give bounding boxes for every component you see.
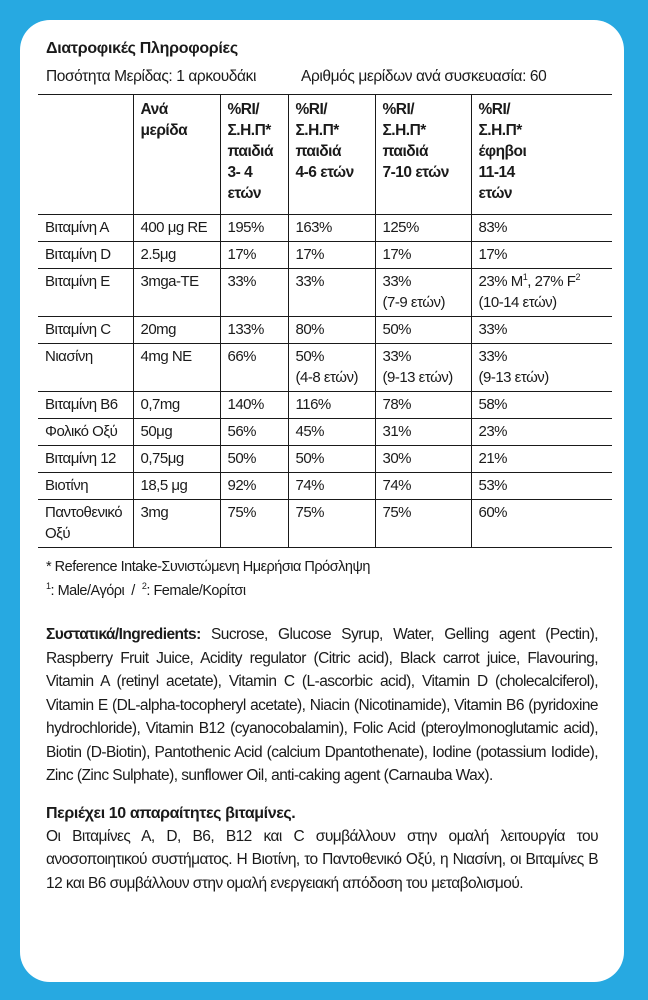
table-row	[38, 419, 612, 446]
value-cell: 3mga-TE	[133, 269, 220, 317]
value-cell: 45%	[288, 419, 375, 446]
value-cell: 21%	[471, 446, 612, 473]
value-cell: 75%	[220, 500, 288, 548]
value-cell: 2.5μg	[133, 242, 220, 269]
value-cell: 18,5 μg	[133, 473, 220, 500]
nutrient-name-cell: Βιταμίνη Β6	[38, 392, 133, 419]
nutrient-name-cell: Βιταμίνη Ε	[38, 269, 133, 317]
table-row	[38, 473, 612, 500]
table-row	[38, 344, 612, 392]
value-cell: 31%	[375, 419, 471, 446]
value-cell: 53%	[471, 473, 612, 500]
value-cell: 66%	[220, 344, 288, 392]
table-row	[38, 242, 612, 269]
value-cell: 50%	[220, 446, 288, 473]
nutrient-name-cell: Βιταμίνη 12	[38, 446, 133, 473]
value-cell: 195%	[220, 215, 288, 242]
value-cell: 3mg	[133, 500, 220, 548]
value-cell: 33%	[288, 269, 375, 317]
value-cell: 30%	[375, 446, 471, 473]
value-cell: 75%	[288, 500, 375, 548]
table-row	[38, 215, 612, 242]
header-cell: %RI/ Σ.Η.Π* παιδιά 4-6 ετών	[288, 95, 375, 215]
value-cell: 92%	[220, 473, 288, 500]
value-cell: 17%	[288, 242, 375, 269]
label-title: Διατροφικές Πληροφορίες	[46, 40, 238, 57]
value-cell: 116%	[288, 392, 375, 419]
value-cell: 163%	[288, 215, 375, 242]
value-cell: 33%	[220, 269, 288, 317]
value-cell: 23%	[471, 419, 612, 446]
value-cell: 75%	[375, 500, 471, 548]
table-row	[38, 446, 612, 473]
nutrient-name-cell: Βιταμίνη Α	[38, 215, 133, 242]
value-cell: 125%	[375, 215, 471, 242]
value-cell: 50% (4-8 ετών)	[288, 344, 375, 392]
nutrient-name-cell: Φολικό Οξύ	[38, 419, 133, 446]
value-cell: 17%	[220, 242, 288, 269]
value-cell: 0,75μg	[133, 446, 220, 473]
table-row	[38, 500, 612, 548]
value-cell: 33% (9-13 ετών)	[375, 344, 471, 392]
value-cell: 33%	[471, 317, 612, 344]
nutrition-table	[38, 94, 612, 548]
value-cell: 20mg	[133, 317, 220, 344]
value-cell: 80%	[288, 317, 375, 344]
header-cell: %RI/ Σ.Η.Π* παιδιά 7-10 ετών	[375, 95, 471, 215]
gender-footnote: $^1$: Male/Αγόρι / $^2$: Female/Κορίτσι	[46, 581, 246, 599]
table-body	[38, 215, 612, 548]
nutrient-name-cell: Βιταμίνη D	[38, 242, 133, 269]
value-cell: 74%	[375, 473, 471, 500]
serving-info	[46, 68, 598, 86]
value-cell: 400 μg RE	[133, 215, 220, 242]
vitamins-title: Περιέχει 10 απαραίτητες βιταμίνες.	[46, 804, 296, 822]
nutrition-label-panel	[20, 20, 624, 982]
value-cell: 33% (9-13 ετών)	[471, 344, 612, 392]
value-cell: 83%	[471, 215, 612, 242]
value-cell: 0,7mg	[133, 392, 220, 419]
table-row	[38, 392, 612, 419]
header-cell: Ανά μερίδα	[133, 95, 220, 215]
serving-size: Ποσότητα Μερίδας: 1 αρκουδάκι	[46, 68, 256, 85]
value-cell: 78%	[375, 392, 471, 419]
nutrient-name-cell: Βιοτίνη	[38, 473, 133, 500]
header-cell: %RI/ Σ.Η.Π* παιδιά 3- 4 ετών	[220, 95, 288, 215]
value-cell: 33% (7-9 ετών)	[375, 269, 471, 317]
value-cell: 50%	[375, 317, 471, 344]
value-cell: 17%	[471, 242, 612, 269]
value-cell: 50%	[288, 446, 375, 473]
ingredients-section	[46, 623, 598, 788]
value-cell: 74%	[288, 473, 375, 500]
value-cell: 58%	[471, 392, 612, 419]
value-cell: 140%	[220, 392, 288, 419]
servings-per-package: Αριθμός μερίδων ανά συσκευασία: 60	[301, 68, 547, 85]
value-cell: 133%	[220, 317, 288, 344]
header-cell: %RI/ Σ.Η.Π* έφηβοι 11-14 ετών	[471, 95, 612, 215]
vitamins-text: Οι Βιταμίνες Α, D, Β6, Β12 και C συμβάλλουν στην ομαλή λειτουργία του ανοσοποιητικού συστήματος. Η Βιοτίνη, το Παντοθενικό Οξύ, η Νιασίνη, οι Βιταμίνες Β 12 και Β6 συμβάλλουν στην ομαλή ενεργειακή απόδοση του μεταβολισμού.	[46, 827, 598, 892]
ri-footnote: * Reference Intake-Συνιστώμενη Ημερήσια Πρόσληψη	[46, 559, 370, 575]
table-header-row	[38, 95, 612, 215]
value-cell: 60%	[471, 500, 612, 548]
value-cell: 17%	[375, 242, 471, 269]
value-cell: 56%	[220, 419, 288, 446]
nutrient-name-cell: Παντοθενικό Οξύ	[38, 500, 133, 548]
header-cell	[38, 95, 133, 215]
value-cell: 23% $M^1$, 27% $F^2$ (10-14 ετών)	[471, 269, 612, 317]
value-cell: 4mg NE	[133, 344, 220, 392]
ingredients-label: Συστατικά/Ingredients:	[46, 626, 201, 643]
table-row	[38, 317, 612, 344]
table-row	[38, 269, 612, 317]
nutrient-name-cell: Βιταμίνη C	[38, 317, 133, 344]
value-cell: 50μg	[133, 419, 220, 446]
nutrient-name-cell: Νιασίνη	[38, 344, 133, 392]
ingredients-text: Sucrose, Glucose Syrup, Water, Gelling agent (Pectin), Raspberry Fruit Juice, Acidity regulator (Citric acid), Black carrot juice, Flavouring, Vitamin A (retinyl acetate), Vitamin C (L-ascorbic acid), Vitamin D (cholecalciferol), Vitamin E (DL-alpha-tocopheryl acetate), Niacin (Nicotinamide), Vitamin B6 (pyridoxine hydrochloride), Vitamin B12 (cyanocobalamin), Folic Acid (pteroylmonoglutamic acid), Biotin (D-Biotin), Pantothenic Acid (calcium Dpantothenate), Iodine (potassium Iodide), Zinc (Zinc Sulphate), sunflower Oil, anti-caking agent (Carnauba Wax).	[46, 626, 598, 784]
footnotes	[46, 556, 598, 602]
